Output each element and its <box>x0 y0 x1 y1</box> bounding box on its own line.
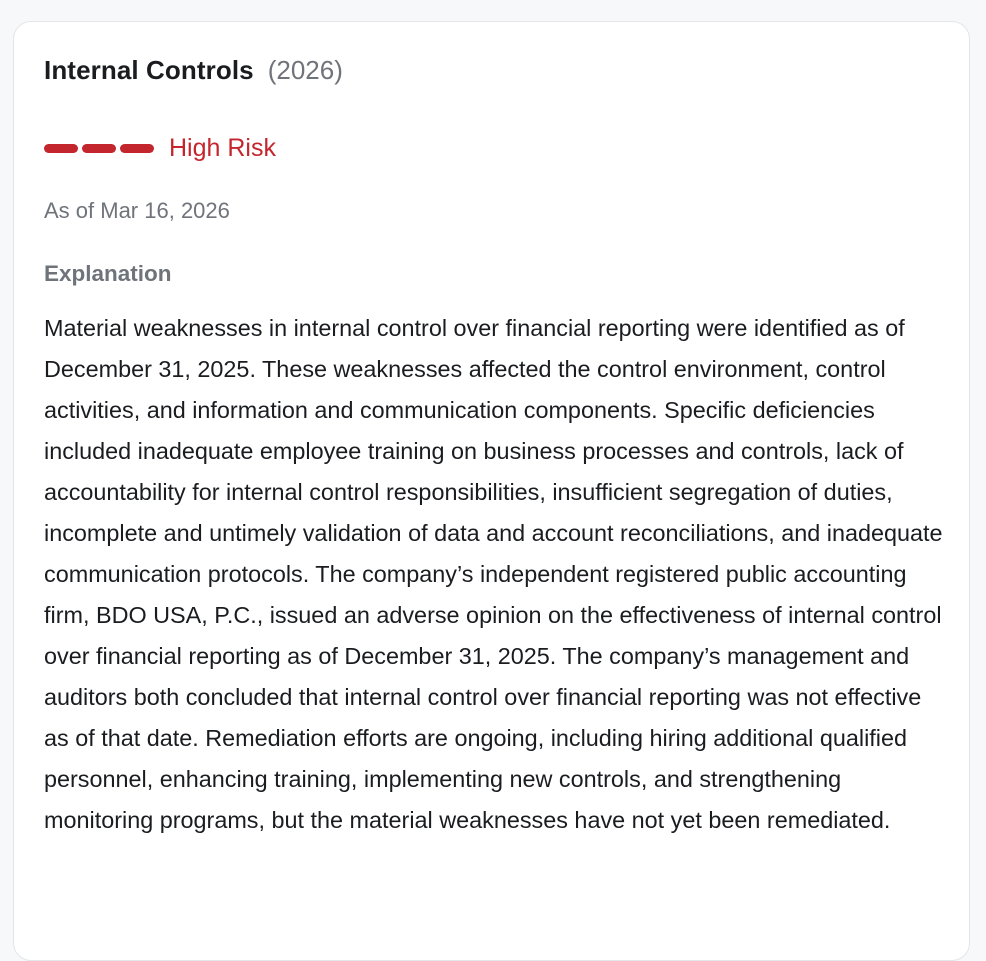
card-year: (2026) <box>267 55 343 85</box>
as-of-date: As of Mar 16, 2026 <box>44 198 230 223</box>
explanation-text: Material weaknesses in internal control over financial reporting were identified as of December 31, 2025. These weaknesses affected the control environment, control activities, and information and communication components. Specific deficiencies included inadequate employee training on business processes and controls, lack of accountability for internal control responsibilities, insufficient segregation of duties, incomplete and untimely validation of data and account reconciliations, and inadequate communication protocols. The company’s independent registered public accounting firm, BDO USA, P.C., issued an adverse opinion on the effectiveness of internal control over financial reporting as of December 31, 2025. The company’s management and auditors both concluded that internal control over financial reporting was not effective as of that date. Remediation efforts are ongoing, including hiring additional qualified personnel, enhancing training, implementing new controls, and strengthening monitoring programs, but the material weaknesses have not yet been remediated. <box>44 315 943 833</box>
internal-controls-card <box>13 21 970 961</box>
risk-bar-1 <box>44 144 78 153</box>
risk-bar-2 <box>82 144 116 153</box>
explanation-heading: Explanation <box>44 261 172 286</box>
risk-label: High Risk <box>169 133 276 162</box>
risk-bar-3 <box>120 144 154 153</box>
card-title: Internal Controls <box>44 55 254 85</box>
card-header <box>44 55 343 86</box>
risk-indicator <box>44 130 276 166</box>
risk-level-bars <box>44 144 154 153</box>
